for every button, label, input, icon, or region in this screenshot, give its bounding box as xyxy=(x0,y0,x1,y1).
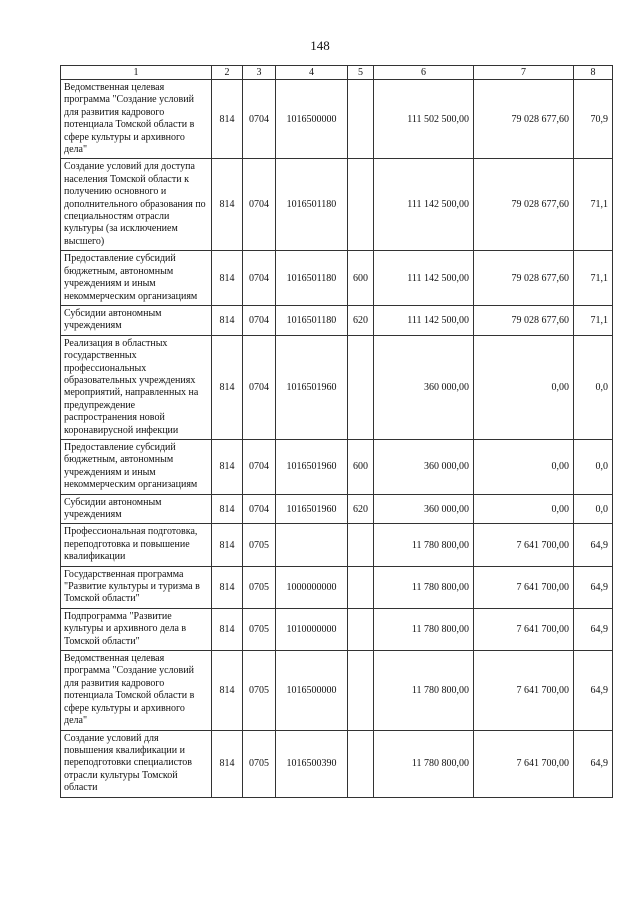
col-header: 7 xyxy=(474,66,574,80)
row-name-cell: Предоставление субсидий бюджетным, автономным учреждениям и иным некоммерческим организациям xyxy=(61,439,212,494)
row-code-cell: 814 xyxy=(212,159,243,251)
row-type-cell xyxy=(348,608,374,650)
row-section-cell: 0704 xyxy=(243,159,276,251)
table-row xyxy=(61,651,613,730)
row-code-cell: 814 xyxy=(212,251,243,306)
row-plan-cell: 111 142 500,00 xyxy=(374,159,474,251)
row-actual-cell: 7 641 700,00 xyxy=(474,608,574,650)
row-name-cell: Субсидии автономным учреждениям xyxy=(61,305,212,335)
row-plan-cell: 11 780 800,00 xyxy=(374,651,474,730)
table-row xyxy=(61,494,613,524)
row-type-cell xyxy=(348,566,374,608)
row-percent-cell: 64,9 xyxy=(574,566,613,608)
row-percent-cell: 64,9 xyxy=(574,730,613,797)
row-percent-cell: 0,0 xyxy=(574,439,613,494)
row-code-cell: 814 xyxy=(212,730,243,797)
row-code-cell: 814 xyxy=(212,335,243,439)
row-target-cell: 1016501960 xyxy=(276,335,348,439)
row-name-cell: Реализация в областных государственных профессиональных образовательных учреждениях мероприятий, направленных на предупреждение распространения новой коронавирусной инфекции xyxy=(61,335,212,439)
col-header: 2 xyxy=(212,66,243,80)
row-type-cell xyxy=(348,524,374,566)
row-name-cell: Ведомственная целевая программа "Создание условий для развития кадрового потенциала Томской области в сфере культуры и архивного дела" xyxy=(61,80,212,159)
row-section-cell: 0704 xyxy=(243,335,276,439)
row-type-cell: 600 xyxy=(348,251,374,306)
col-header: 3 xyxy=(243,66,276,80)
col-header: 1 xyxy=(61,66,212,80)
row-code-cell: 814 xyxy=(212,566,243,608)
row-plan-cell: 111 502 500,00 xyxy=(374,80,474,159)
row-code-cell: 814 xyxy=(212,608,243,650)
row-actual-cell: 79 028 677,60 xyxy=(474,251,574,306)
row-name-cell: Создание условий для доступа населения Томской области к получению основного и дополнительного образования по специальностям отрасли культуры (за исключением высшего) xyxy=(61,159,212,251)
row-section-cell: 0705 xyxy=(243,524,276,566)
row-name-cell: Подпрограмма "Развитие культуры и архивного дела в Томской области" xyxy=(61,608,212,650)
row-name-cell: Предоставление субсидий бюджетным, автономным учреждениям и иным некоммерческим организациям xyxy=(61,251,212,306)
table-row xyxy=(61,439,613,494)
row-target-cell: 1010000000 xyxy=(276,608,348,650)
row-target-cell: 1016501180 xyxy=(276,305,348,335)
row-type-cell xyxy=(348,80,374,159)
row-section-cell: 0705 xyxy=(243,651,276,730)
row-plan-cell: 11 780 800,00 xyxy=(374,566,474,608)
row-code-cell: 814 xyxy=(212,494,243,524)
row-percent-cell: 70,9 xyxy=(574,80,613,159)
row-code-cell: 814 xyxy=(212,651,243,730)
row-plan-cell: 111 142 500,00 xyxy=(374,305,474,335)
row-actual-cell: 7 641 700,00 xyxy=(474,524,574,566)
row-plan-cell: 11 780 800,00 xyxy=(374,730,474,797)
table-row xyxy=(61,251,613,306)
table-row xyxy=(61,524,613,566)
row-target-cell: 1000000000 xyxy=(276,566,348,608)
row-plan-cell: 111 142 500,00 xyxy=(374,251,474,306)
row-target-cell: 1016501960 xyxy=(276,439,348,494)
row-section-cell: 0704 xyxy=(243,251,276,306)
row-target-cell xyxy=(276,524,348,566)
header-row xyxy=(61,66,613,80)
row-target-cell: 1016500000 xyxy=(276,80,348,159)
row-actual-cell: 7 641 700,00 xyxy=(474,730,574,797)
row-percent-cell: 71,1 xyxy=(574,305,613,335)
col-header: 6 xyxy=(374,66,474,80)
row-type-cell xyxy=(348,730,374,797)
row-actual-cell: 0,00 xyxy=(474,439,574,494)
row-percent-cell: 0,0 xyxy=(574,335,613,439)
budget-table xyxy=(60,65,613,798)
row-target-cell: 1016500390 xyxy=(276,730,348,797)
row-section-cell: 0704 xyxy=(243,439,276,494)
row-plan-cell: 11 780 800,00 xyxy=(374,608,474,650)
row-type-cell: 620 xyxy=(348,494,374,524)
row-plan-cell: 11 780 800,00 xyxy=(374,524,474,566)
row-code-cell: 814 xyxy=(212,305,243,335)
row-plan-cell: 360 000,00 xyxy=(374,335,474,439)
row-code-cell: 814 xyxy=(212,439,243,494)
row-section-cell: 0705 xyxy=(243,608,276,650)
col-header: 5 xyxy=(348,66,374,80)
row-name-cell: Профессиональная подготовка, переподготовка и повышение квалификации xyxy=(61,524,212,566)
row-plan-cell: 360 000,00 xyxy=(374,439,474,494)
row-percent-cell: 71,1 xyxy=(574,159,613,251)
table-row xyxy=(61,730,613,797)
row-percent-cell: 64,9 xyxy=(574,651,613,730)
row-type-cell xyxy=(348,335,374,439)
col-header: 8 xyxy=(574,66,613,80)
row-section-cell: 0705 xyxy=(243,730,276,797)
row-section-cell: 0705 xyxy=(243,566,276,608)
row-actual-cell: 0,00 xyxy=(474,494,574,524)
row-type-cell xyxy=(348,651,374,730)
row-percent-cell: 0,0 xyxy=(574,494,613,524)
row-plan-cell: 360 000,00 xyxy=(374,494,474,524)
row-section-cell: 0704 xyxy=(243,80,276,159)
table-row xyxy=(61,335,613,439)
row-name-cell: Государственная программа "Развитие культуры и туризма в Томской области" xyxy=(61,566,212,608)
row-code-cell: 814 xyxy=(212,80,243,159)
row-type-cell: 600 xyxy=(348,439,374,494)
row-actual-cell: 79 028 677,60 xyxy=(474,305,574,335)
row-name-cell: Создание условий для повышения квалификации и переподготовки специалистов отрасли культуры Томской области xyxy=(61,730,212,797)
row-actual-cell: 7 641 700,00 xyxy=(474,566,574,608)
row-code-cell: 814 xyxy=(212,524,243,566)
table-row xyxy=(61,159,613,251)
row-section-cell: 0704 xyxy=(243,494,276,524)
row-target-cell: 1016501180 xyxy=(276,251,348,306)
row-target-cell: 1016500000 xyxy=(276,651,348,730)
row-type-cell: 620 xyxy=(348,305,374,335)
page-number: 148 xyxy=(310,38,330,53)
table-row xyxy=(61,80,613,159)
col-header: 4 xyxy=(276,66,348,80)
table-row xyxy=(61,608,613,650)
row-percent-cell: 64,9 xyxy=(574,608,613,650)
row-percent-cell: 71,1 xyxy=(574,251,613,306)
row-name-cell: Субсидии автономным учреждениям xyxy=(61,494,212,524)
row-actual-cell: 7 641 700,00 xyxy=(474,651,574,730)
table-row xyxy=(61,566,613,608)
row-percent-cell: 64,9 xyxy=(574,524,613,566)
row-name-cell: Ведомственная целевая программа "Создание условий для развития кадрового потенциала Томской области в сфере культуры и архивного дела" xyxy=(61,651,212,730)
row-actual-cell: 0,00 xyxy=(474,335,574,439)
row-section-cell: 0704 xyxy=(243,305,276,335)
table-row xyxy=(61,305,613,335)
row-target-cell: 1016501960 xyxy=(276,494,348,524)
row-type-cell xyxy=(348,159,374,251)
row-actual-cell: 79 028 677,60 xyxy=(474,159,574,251)
row-actual-cell: 79 028 677,60 xyxy=(474,80,574,159)
row-target-cell: 1016501180 xyxy=(276,159,348,251)
